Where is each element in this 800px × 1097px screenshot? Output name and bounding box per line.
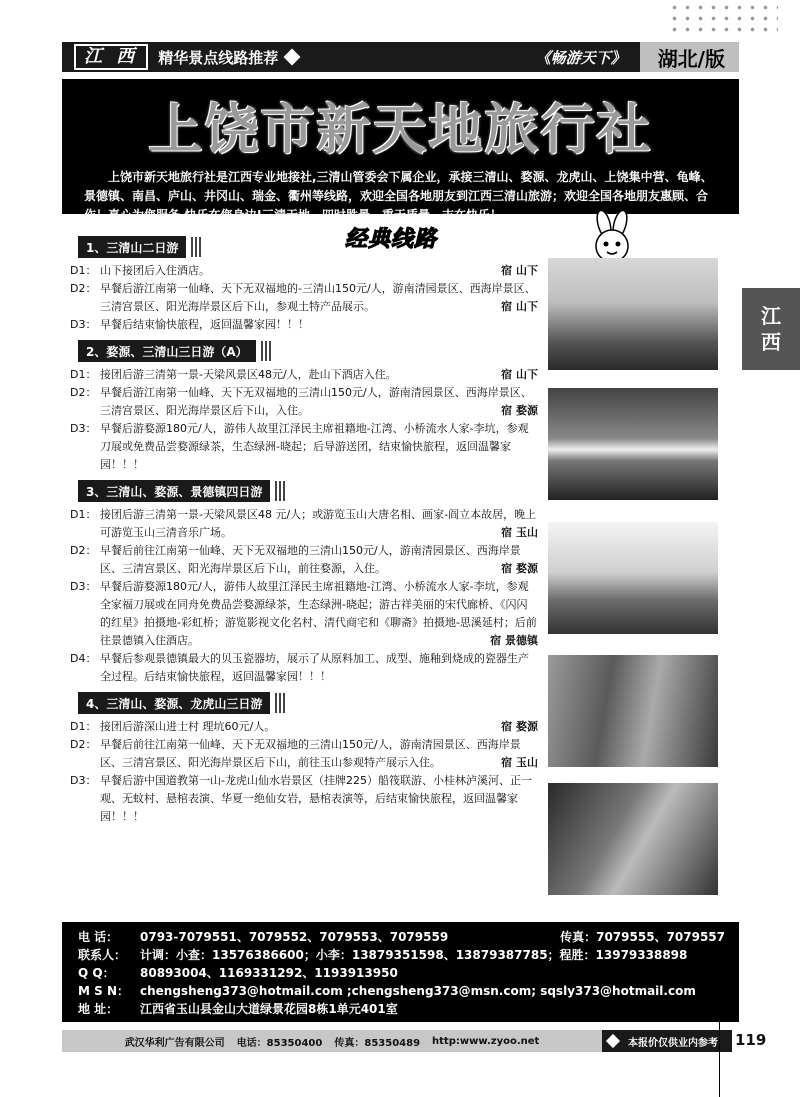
stay-label: 宿 玉山 [501,756,538,769]
day-line [70,366,538,384]
contact-people-row [78,946,725,964]
agency-url: http:www.zyoo.net [432,1035,540,1047]
company-intro: 上饶市新天地旅行社是江西专业地接社,三清山管委会下属企业，承接三清山、婺源、龙虎山、上饶集中营、龟峰、景德镇、南昌、庐山、井冈山、瑞金、衢州等线路，欢迎全国各地朋友到江西三清山旅游；欢迎全国各地朋友惠顾、合作！真心为您服务,快乐在您身边!三清天地、四时胜景、重于质量、志在快乐！ [84,170,713,222]
route-header [78,340,538,362]
qq-label: Q Q： [78,966,115,980]
contact-block [62,922,739,1022]
day-text: 早餐后参观景德镇最大的贝玉瓷器坊，展示了从原料加工、成型、施釉到烧成的瓷器生产全过程。后结束愉快旅程，返回温馨家园！！！ [100,652,529,683]
day-line [70,262,538,280]
day-label: D3： [70,774,97,787]
footer-bar [62,1030,732,1052]
header-bar [62,42,739,72]
day-label: D3： [70,422,97,435]
stay-label: 宿 玉山 [501,526,538,539]
day-line [70,718,538,736]
edition-label: 湖北/版 [640,42,739,72]
stay-label: 宿 婺源 [501,720,538,733]
people-value: 计调：小查：13576386600；小李：13879351598、13879387785；程胜：13979338898 [140,948,688,962]
people-label: 联系人： [78,948,127,962]
dot-pattern [668,2,778,36]
routes-list [70,230,538,826]
waterfall-photo [548,655,718,767]
side-tab-char: 西 [761,330,781,354]
day-label: D2： [70,282,97,295]
fax-value: 7079555、7079557 [596,930,725,944]
footer-agency [62,1030,602,1052]
day-line [70,650,538,686]
classic-routes-label: 经典线路 [345,226,438,252]
day-line [70,542,538,578]
day-line [70,736,538,772]
stay-label: 宿 山下 [501,300,538,313]
day-text: 早餐后前往江南第一仙峰、天下无双福地的三清山150元/人，游南清园景区、西海岸景区、三清宫景区、阳光海岸景区后下山，前往婺源，入住。 [100,544,521,575]
stay-label: 宿 山下 [501,264,538,277]
msn-value: chengsheng373@hotmail.com ;chengsheng373@msn.com; sqsly373@hotmail.com [140,984,696,998]
bars-decoration [259,341,271,361]
stay-label: 宿 婺源 [501,562,538,575]
side-tab [742,288,800,370]
contact-msn-row [78,982,725,1000]
route-title: 3、三清山、婺源、景德镇四日游 [78,480,270,502]
day-text: 接团后游三清第一景-天梁风景区48 元/人；或游览玉山大唐名相、画家-阎立本故居，晚上可游览玉山三清音乐广场。 [100,508,537,539]
route-header [78,692,538,714]
agency-name: 武汉华利广告有限公司 [124,1037,225,1049]
stay-label: 宿 景德镇 [490,634,538,647]
day-label: D1： [70,264,97,277]
mountain-photo [548,258,718,370]
company-name: 上饶市新天地旅行社 [148,97,653,161]
qq-value: 80893004、1169331292、1193913950 [140,966,398,980]
day-label: D3： [70,580,97,593]
page-number: 119 [735,1031,767,1049]
diamond-icon [284,49,301,66]
header-title: 精华景点线路推荐 [158,48,279,67]
route-title: 4、三清山、婺源、龙虎山三日游 [78,692,270,714]
msn-label: M S N： [78,984,129,998]
diamond-icon [606,1034,620,1048]
contact-address-row [78,1000,725,1018]
day-label: D4： [70,652,97,665]
pavilion-photo [548,522,718,634]
route-title: 2、婺源、三清山三日游（A） [78,340,256,362]
route-header [78,480,538,502]
agency-tel: 电话：85350400 [236,1037,323,1049]
tel-value: 0793-7079551、7079552、7079553、7079559 [140,930,449,944]
bars-decoration [273,693,285,713]
side-tab-char: 江 [761,304,781,328]
day-text: 早餐后游江南第一仙峰、天下无双福地的-三清山150元/人，游南清园景区、西海岸景区、三清宫景区、阳光海岸景区后下山，参观土特产品展示。 [100,282,536,313]
fax-label: 传真： [560,930,597,944]
tel-label: 电 话： [78,930,119,944]
day-label: D2： [70,544,97,557]
day-label: D1： [70,720,97,733]
route-header [78,236,538,258]
day-line [70,772,538,826]
company-banner [62,79,739,222]
contact-qq-row [78,964,725,982]
day-line [70,578,538,650]
day-text: 早餐后游江南第一仙峰、天下无双福地的三清山150元/人，游南清园景区、西海岸景区、三清宫景区、阳光海岸景区后下山，入住。 [100,386,532,417]
magazine-name: 《畅游天下》 [535,48,626,67]
day-text: 早餐后前往江南第一仙峰、天下无双福地的三清山150元/人，游南清园景区、西海岸景区、三清宫景区、阳光海岸景区后下山，前往玉山参观特产展示入住。 [100,738,521,769]
agency-fax: 传真：85350489 [334,1037,421,1049]
day-text: 早餐后游婺源180元/人，游伟人故里江泽民主席祖籍地-江湾、小桥流水人家-李坑，参观刀展或免费品尝婺源绿茶，生态绿洲-晓起；后导游送团，结束愉快旅程，返回温馨家园！！！ [100,422,529,471]
day-text: 早餐后游婺源180元/人，游伟人故里江泽民主席祖籍地-江湾、小桥流水人家-李坑，参观全家福刀展或在同舟免费品尝婺源绿茶，生态绿洲-晓起；游古祥美丽的宋代廊桥、《闪闪的红星》拍摄地-彩虹桥；游览影视文化名村、清代商宅和《聊斋》拍摄地-思溪延村；后前往景德镇入住酒店。 [100,580,537,647]
day-label: D1： [70,508,97,521]
address-label: 地 址： [78,1002,119,1016]
day-text: 山下接团后入住酒店。 [100,264,210,277]
bars-decoration [189,237,201,257]
address-value: 江西省玉山县金山大道绿景花园8栋1单元401室 [140,1002,398,1016]
day-text: 接团后游深山进士村 理坑60元/人。 [100,720,276,733]
day-text: 早餐后结束愉快旅程，返回温馨家园！！！ [100,318,309,331]
day-line [70,506,538,542]
stay-label: 宿 婺源 [501,404,538,417]
day-line [70,384,538,420]
sunset-photo [548,388,718,500]
region-badge: 江 西 [74,44,148,70]
day-label: D2： [70,738,97,751]
day-label: D1： [70,368,97,381]
blossom-photo [548,783,718,895]
day-label: D2： [70,386,97,399]
day-label: D3： [70,318,97,331]
footer-note: 本报价仅供业内参考 [628,1037,718,1049]
bars-decoration [273,481,285,501]
route-title: 1、三清山二日游 [78,236,186,258]
contact-tel-row [78,928,725,946]
footer-note-box [602,1030,732,1052]
divider [719,1020,720,1097]
stay-label: 宿 山下 [501,368,538,381]
day-line [70,280,538,316]
day-line [70,420,538,474]
day-text: 早餐后游中国道教第一山-龙虎山仙水岩景区（挂牌225）船筏联游、小桂林泸溪河、正一观、无蚊村、悬棺表演、华夏一绝仙女岩，悬棺表演等，后结束愉快旅程，返回温馨家园！！！ [100,774,532,823]
day-line [70,316,538,334]
day-text: 接团后游三清第一景-天梁风景区48元/人，赴山下酒店入住。 [100,368,397,381]
